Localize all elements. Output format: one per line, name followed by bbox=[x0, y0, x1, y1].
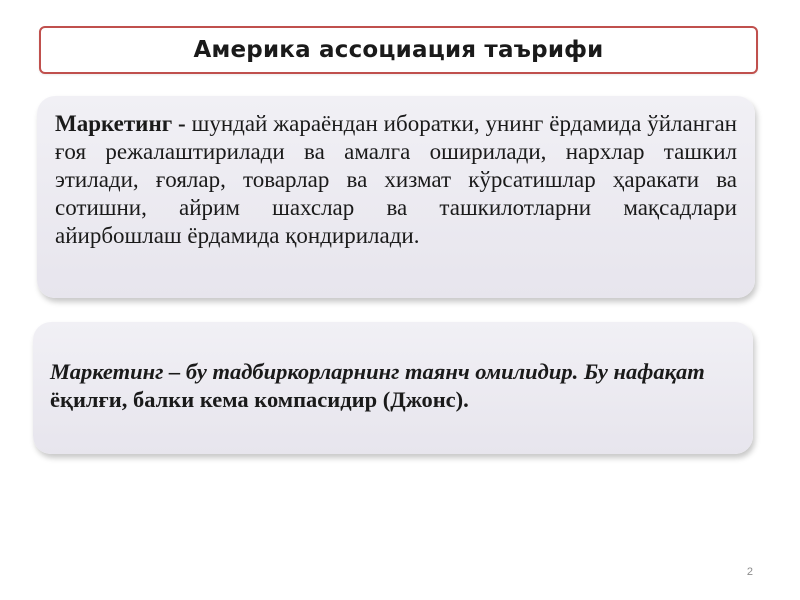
title-box bbox=[39, 26, 758, 74]
quote-text bbox=[50, 358, 735, 414]
definition-term: Маркетинг bbox=[55, 111, 173, 136]
quote-italic-1: Маркетинг – бу bbox=[50, 359, 207, 384]
slide-title: Америка ассоциация таърифи bbox=[193, 37, 604, 63]
definition-body: шундай жараёндан иборатки, унинг ёрдамида ўйланган ғоя режалаштирилади ва амалга оширилади, нархлар ташкил этилади, ғоялар, товарлар ва хизмат кўрсатишлар ҳаракати ва сотишни, айрим шахслар ва ташкилотларни мақсадлари айирбошлаш ёрдамида қондирилади. bbox=[55, 111, 737, 248]
quote-italic-2: тадбиркорларнинг таянч омилидир. Бу нафақат bbox=[212, 359, 705, 384]
definition-panel bbox=[37, 96, 755, 298]
page-number: 2 bbox=[746, 566, 753, 578]
definition-dash: - bbox=[172, 111, 192, 136]
definition-text bbox=[55, 110, 737, 250]
quote-normal: ёқилғи, балки кема компасидир (Джонс). bbox=[50, 387, 469, 412]
quote-panel bbox=[33, 322, 753, 454]
